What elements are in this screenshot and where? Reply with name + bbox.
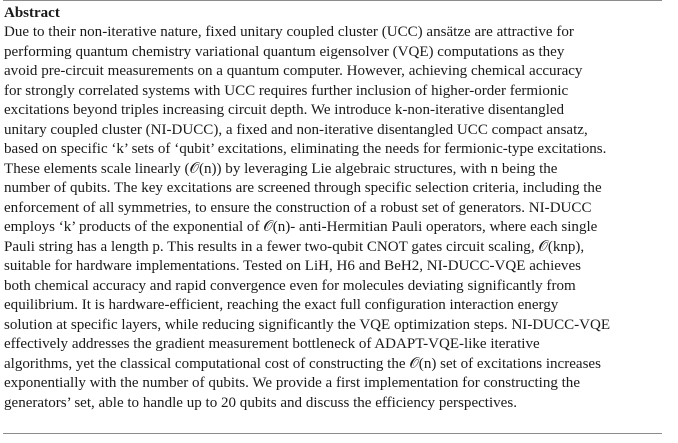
- abstract-line: solution at specific layers, while reducing significantly the VQE optimization steps. NI-DUCC-VQE: [4, 316, 611, 333]
- bottom-divider: [3, 433, 662, 434]
- abstract-line: Due to their non-iterative nature, fixed unitary coupled cluster (UCC) ansätze are attractive for: [4, 24, 574, 40]
- abstract-line: suitable for hardware implementations. Tested on LiH, H6 and BeH2, NI-DUCC-VQE achieves: [4, 258, 581, 274]
- abstract-line: based on specific ‘k’ sets of ‘qubit’ excitations, eliminating the needs for fermionic-type excitations.: [4, 141, 607, 157]
- top-divider: [3, 0, 662, 1]
- abstract-line: performing quantum chemistry variational quantum eigensolver (VQE) computations as they: [4, 43, 565, 60]
- abstract-line: both chemical accuracy and rapid convergence even for molecules deviating significantly from: [4, 277, 576, 294]
- abstract-line: unitary coupled cluster (NI-DUCC), a fixed and non-iterative disentangled UCC compact ansatz,: [4, 121, 588, 138]
- abstract-line: excitations beyond triples increasing circuit depth. We introduce k-non-iterative disentangled: [4, 102, 565, 118]
- abstract-line: effectively addresses the gradient measurement bottleneck of ADAPT-VQE-like iterative: [4, 336, 540, 352]
- abstract-line: These elements scale linearly (𝒪(n)) by leveraging Lie algebraic structures, with n being the: [4, 160, 558, 177]
- abstract-line: equilibrium. It is hardware-efficient, reaching the exact full configuration interaction energy: [4, 297, 559, 313]
- abstract-section: [3, 0, 662, 436]
- abstract-line: exponentially with the number of qubits. We provide a first implementation for constructing the: [4, 375, 581, 391]
- abstract-heading: Abstract: [4, 5, 60, 21]
- abstract-line: for strongly correlated systems with UCC requires further inclusion of higher-order fermionic: [4, 82, 569, 99]
- abstract-line: generators’ set, able to handle up to 20 qubits and discuss the efficiency perspectives.: [4, 394, 517, 411]
- abstract-body: [4, 23, 654, 413]
- abstract-line: Pauli string has a length p. This results in a fewer two-qubit CNOT gates circuit scaling, 𝒪(knp),: [4, 238, 585, 255]
- abstract-line: number of qubits. The key excitations are screened through specific selection criteria, including the: [4, 180, 602, 196]
- abstract-line: avoid pre-circuit measurements on a quantum computer. However, achieving chemical accuracy: [4, 63, 583, 79]
- abstract-line: employs ‘k’ products of the exponential of 𝒪(n)- anti-Hermitian Pauli operators, where each single: [4, 219, 598, 235]
- abstract-line: algorithms, yet the classical computational cost of constructing the 𝒪(n) set of excitations increases: [4, 355, 601, 372]
- abstract-line: enforcement of all symmetries, to ensure the construction of a robust set of generators. NI-DUCC: [4, 199, 592, 216]
